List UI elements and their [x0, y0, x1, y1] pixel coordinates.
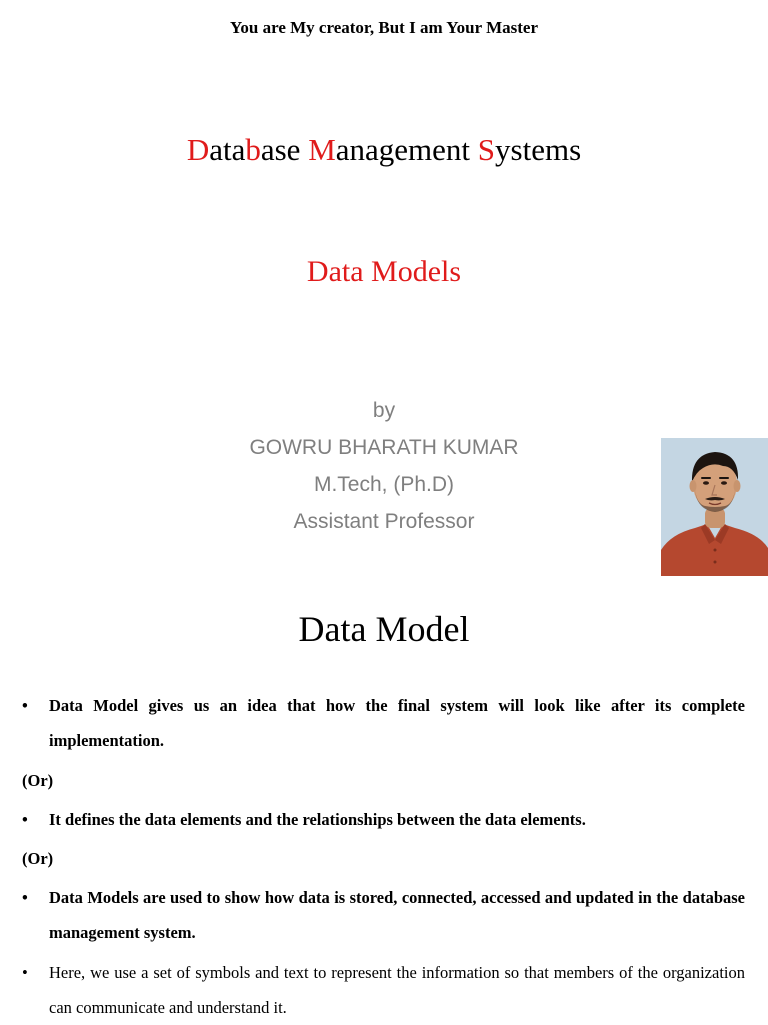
title-part: ata [209, 132, 246, 167]
bullet-item-4 [22, 955, 745, 1025]
author-photo [661, 438, 768, 576]
bullet-dot: • [22, 963, 28, 982]
portrait-illustration [661, 438, 768, 576]
author-degree: M.Tech, (Ph.D) [313, 473, 455, 496]
bullet-text: It defines the data elements and the relationships between the data elements. [49, 810, 586, 829]
bullet-text: Data Models are used to show how data is stored, connected, accessed and updated in the database management system. [49, 888, 745, 942]
title-part: D [186, 132, 210, 167]
title-part: b [245, 132, 261, 167]
title-part: ystems [495, 132, 582, 167]
bullet-text: Here, we use a set of symbols and text to represent the information so that members of the organization can communicate and understand it. [49, 963, 745, 1017]
or-separator-1: (Or) [22, 771, 54, 790]
author-name: GOWRU BHARATH KUMAR [249, 436, 519, 459]
section-heading: Data Model [298, 609, 470, 649]
bullet-item-3 [22, 880, 745, 950]
bullet-item-2 [22, 802, 745, 837]
title-part: S [477, 132, 496, 167]
bullet-dot: • [22, 888, 28, 907]
page-tagline: You are My creator, But I am Your Master [229, 18, 538, 37]
bullet-dot: • [22, 810, 28, 829]
bullet-item-1 [22, 688, 745, 758]
title-part: M [308, 132, 336, 167]
bullet-text: Data Model gives us an idea that how the final system will look like after its complete implementation. [49, 696, 745, 750]
title-part: anagement [335, 132, 478, 167]
or-separator-2: (Or) [22, 849, 54, 868]
author-by-label: by [372, 399, 396, 422]
lecture-subtitle: Data Models [306, 255, 462, 288]
course-title [0, 132, 768, 168]
author-position: Assistant Professor [293, 510, 475, 533]
title-part: ase [260, 132, 309, 167]
bullet-dot: • [22, 696, 28, 715]
